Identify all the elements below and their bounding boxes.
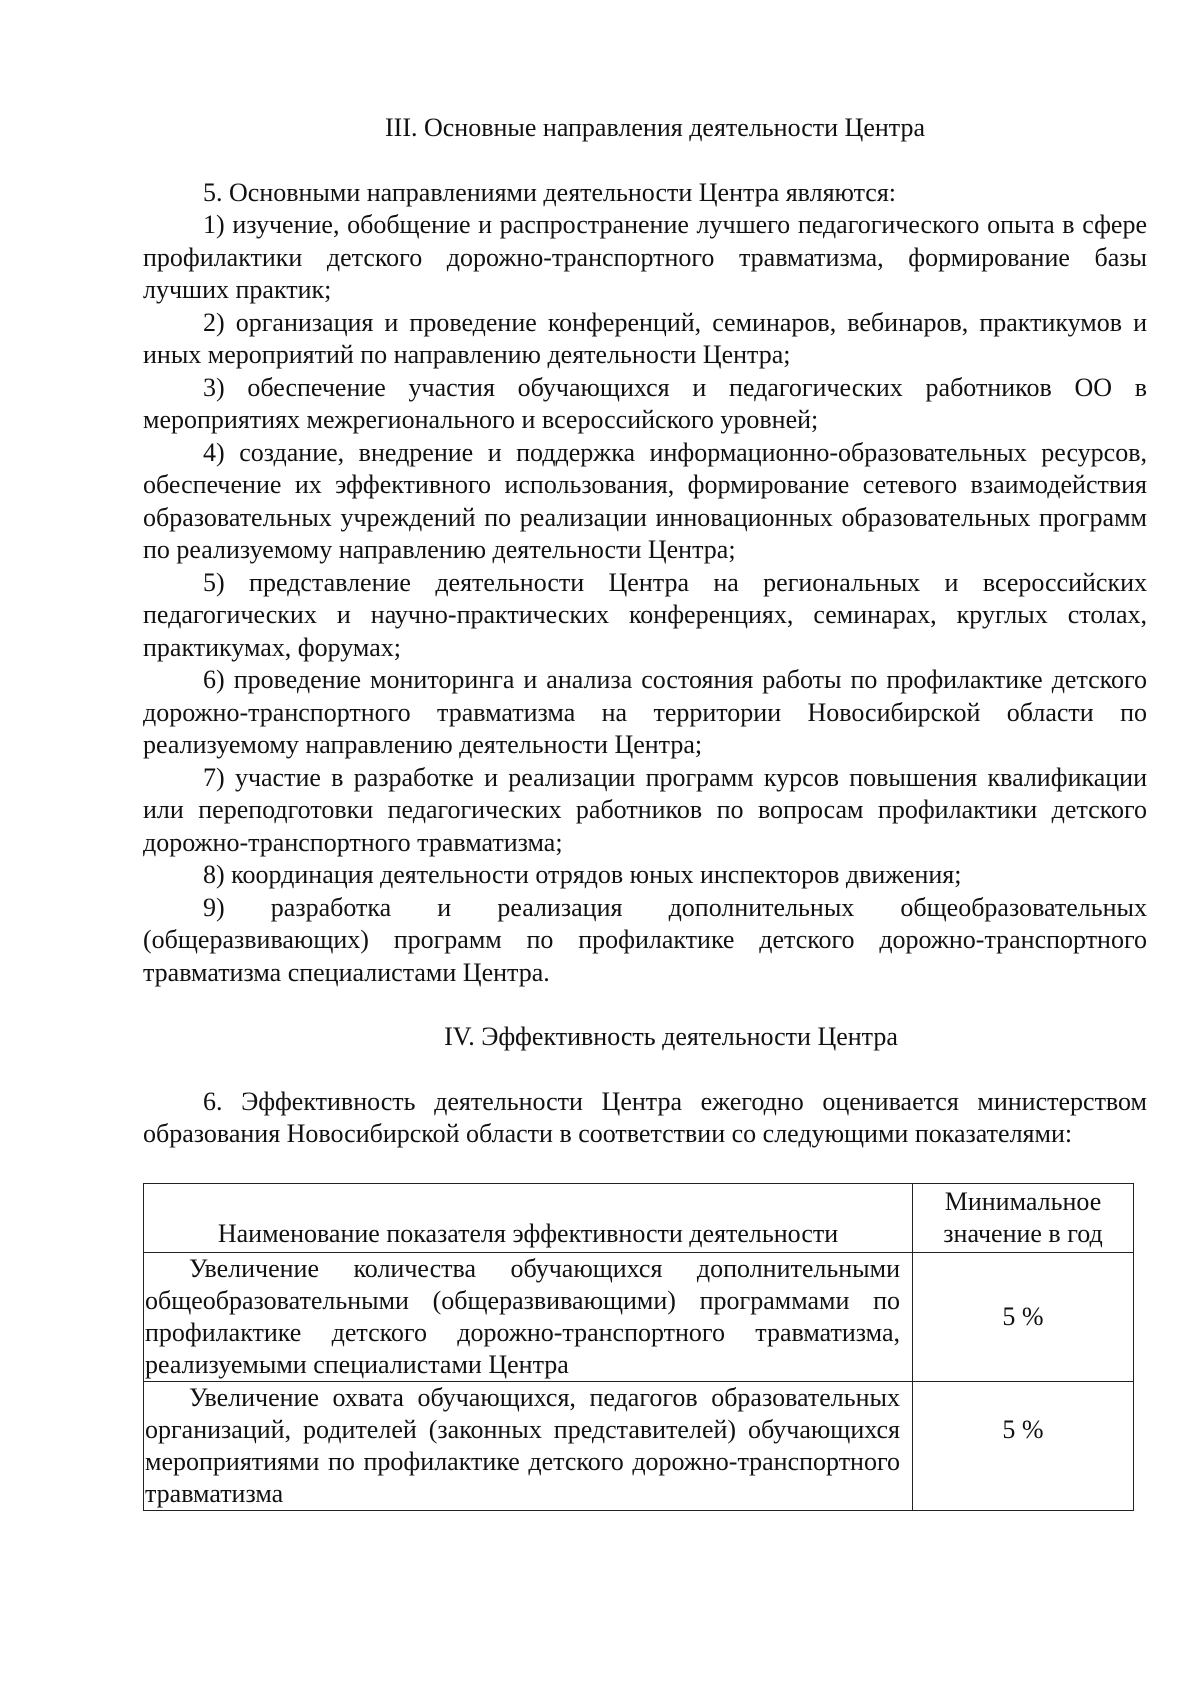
directions-list [143,209,1147,989]
item-number: 8) [203,860,225,889]
indicator-value-cell: 5 % [913,1381,1134,1510]
item-number: 7) [203,762,225,792]
direction-item-4 [143,437,1147,567]
direction-item-8 [143,859,1147,892]
item-number: 5) [203,567,225,597]
section-3-heading: III. Основные направления деятельности Центра [385,113,925,142]
header-indicator-name: Наименование показателя эффективности деятельности [144,1183,913,1252]
item-text: участие в разработке и реализации программ курсов повышения квалификации или переподготовки педагогических работников по вопросам профилактики детского дорожно-транспортного травматизма; [143,762,1148,857]
section-3-intro: 5. Основными направлениями деятельности Центра являются: [203,177,897,207]
item-number: 4) [203,437,225,467]
item-text: представление деятельности Центра на региональных и всероссийских педагогических и научно-практических конференциях, семинарах, круглых столах, практикумах, форумах; [143,567,1147,662]
item-text: организация и проведение конференций, семинаров, вебинаров, практикумов и иных мероприятий по направлению деятельности Центра; [143,307,1147,369]
item-number: 9) [203,892,225,922]
item-text: изучение, обобщение и распространение лучшего педагогического опыта в сфере профилактики детского дорожно-транспортного травматизма, формирование базы лучших практик; [143,210,1148,304]
item-text: координация деятельности отрядов юных инспекторов движения; [231,860,962,889]
item-number: 6) [203,665,225,694]
item-text: создание, внедрение и поддержка информационно-образовательных ресурсов, обеспечение их эффективного использования, формирование сетевого взаимодействия образовательных учреждений по реализации инновационных образовательных программ по реализуемому направлению деятельности Центра; [143,437,1147,564]
section-4-intro: 6. Эффективность деятельности Центра ежегодно оценивается министерством образования Новосибирской области в соответствии со следующими показателями: [143,1086,1147,1148]
indicators-table [143,1183,1134,1511]
direction-item-3 [143,372,1147,437]
direction-item-7 [143,762,1147,860]
item-text: проведение мониторинга и анализа состояния работы по профилактике детского дорожно-транспортного травматизма на территории Новосибирской области по реализуемому направлению деятельности Центра; [143,665,1148,759]
direction-item-6 [143,664,1147,762]
indicator-name-cell: Увеличение количества обучающихся дополнительными общеобразовательными (общеразвивающими) программами по профилактике детского дорожно-транспортного травматизма, реализуемыми специалистами Центра [144,1252,913,1381]
direction-item-2 [143,307,1147,372]
section-4-heading: IV. Эффективность деятельности Центра [444,1022,898,1051]
item-number: 1) [203,210,225,239]
document-page [143,112,1147,1511]
direction-item-1 [143,209,1147,307]
item-number: 3) [203,372,225,402]
table-header-row [144,1183,1134,1252]
header-min-value: Минимальное значение в год [913,1183,1134,1252]
indicator-value-cell: 5 % [913,1252,1134,1381]
table-row [144,1381,1134,1510]
item-number: 2) [203,307,225,337]
direction-item-5 [143,567,1147,665]
item-text: обеспечение участия обучающихся и педагогических работников ОО в мероприятиях межрегионального и всероссийского уровней; [143,372,1148,434]
direction-item-9 [143,892,1147,990]
item-text: разработка и реализация дополнительных общеобразовательных (общеразвивающих) программ по профилактике детского дорожно-транспортного травматизма специалистами Центра. [143,892,1148,987]
table-row [144,1252,1134,1381]
indicator-name-cell: Увеличение охвата обучающихся, педагогов образовательных организаций, родителей (законных представителей) обучающихся мероприятиями по профилактике детского дорожно-транспортного травматизма [144,1381,913,1510]
